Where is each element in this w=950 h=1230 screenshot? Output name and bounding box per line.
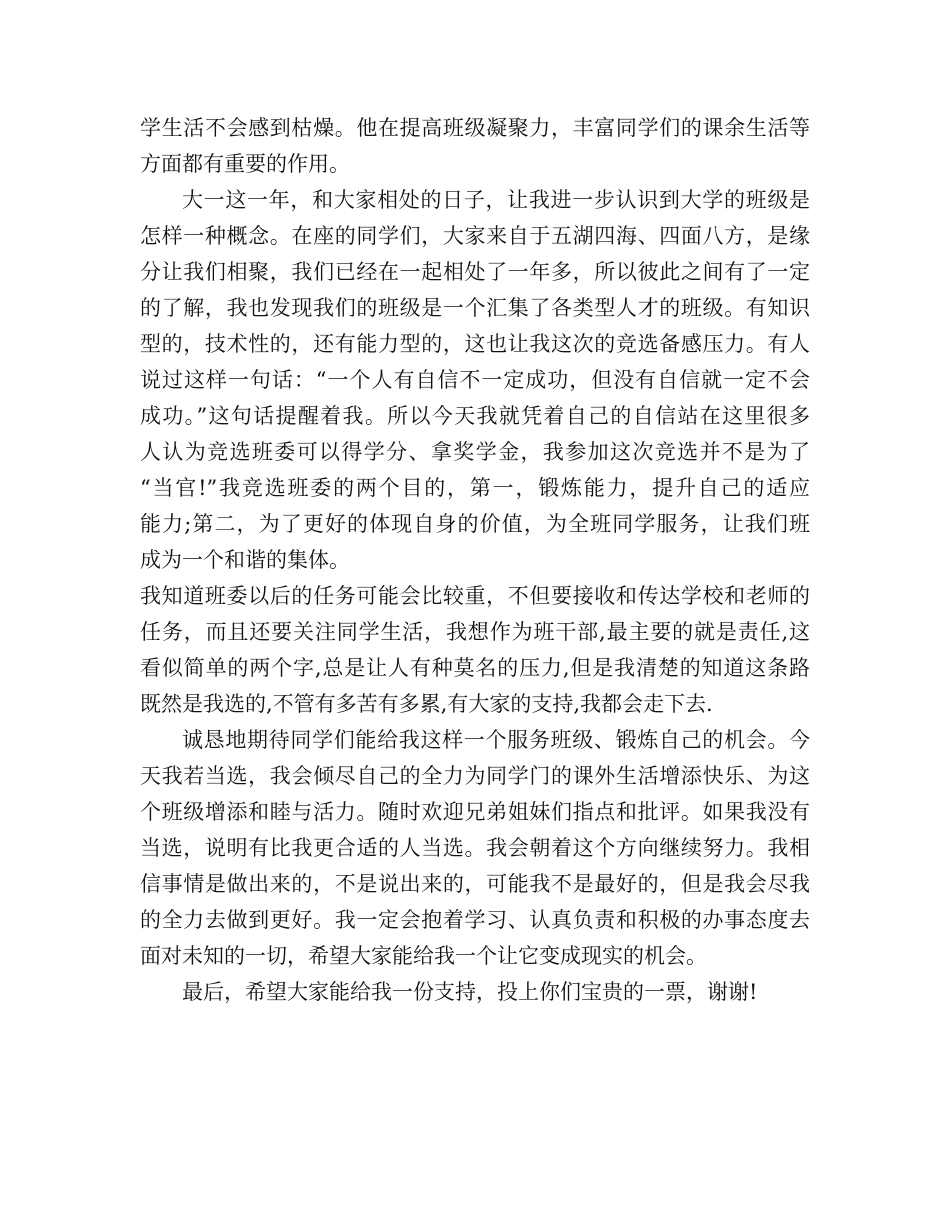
text-line: 的了解，我也发现我们的班级是一个汇集了各类型人才的班级。有知识 bbox=[140, 296, 810, 320]
text-line: 能力;第二，为了更好的体现自身的价值，为全班同学服务，让我们班 bbox=[140, 512, 810, 536]
text-line: 成功。”这句话提醒着我。所以今天我就凭着自己的自信站在这里很多 bbox=[140, 404, 810, 428]
text-line: 的全力去做到更好。我一定会抱着学习、认真负责和积极的办事态度去 bbox=[140, 908, 810, 932]
paragraph-start-line: 大一这一年，和大家相处的日子，让我进一步认识到大学的班级是 bbox=[182, 188, 810, 212]
paragraph-start-line: 最后，希望大家能给我一份支持，投上你们宝贵的一票，谢谢! bbox=[182, 980, 758, 1004]
text-line: 当选，说明有比我更合适的人当选。我会朝着这个方向继续努力。我相 bbox=[140, 836, 810, 860]
paragraph-start-line: 诚恳地期待同学们能给我这样一个服务班级、锻炼自己的机会。今 bbox=[182, 728, 810, 752]
text-line: 任务，而且还要关注同学生活，我想作为班干部,最主要的就是责任,这 bbox=[140, 620, 810, 644]
text-line: 既然是我选的,不管有多苦有多累,有大家的支持,我都会走下去. bbox=[140, 692, 713, 716]
text-line: 学生活不会感到枯燥。他在提高班级凝聚力，丰富同学们的课余生活等 bbox=[140, 116, 810, 140]
text-line: 信事情是做出来的，不是说出来的，可能我不是最好的，但是我会尽我 bbox=[140, 872, 810, 896]
text-line: 面对未知的一切，希望大家能给我一个让它变成现实的机会。 bbox=[140, 944, 707, 968]
text-line: 天我若当选，我会倾尽自己的全力为同学门的课外生活增添快乐、为这 bbox=[140, 764, 810, 788]
text-line: 方面都有重要的作用。 bbox=[140, 152, 350, 176]
text-line: 看似简单的两个字,总是让人有种莫名的压力,但是我清楚的知道这条路 bbox=[140, 656, 810, 680]
text-line: 个班级增添和睦与活力。随时欢迎兄弟姐妹们指点和批评。如果我没有 bbox=[140, 800, 810, 824]
text-line: 成为一个和谐的集体。 bbox=[140, 548, 350, 572]
text-line: 型的，技术性的，还有能力型的，这也让我这次的竞选备感压力。有人 bbox=[140, 332, 810, 356]
text-line: 怎样一种概念。在座的同学们，大家来自于五湖四海、四面八方，是缘 bbox=[140, 224, 810, 248]
text-line: 人认为竞选班委可以得学分、拿奖学金，我参加这次竞选并不是为了 bbox=[140, 440, 810, 464]
paragraph-start-line: 我知道班委以后的任务可能会比较重，不但要接收和传达学校和老师的 bbox=[140, 584, 810, 608]
text-line: 分让我们相聚，我们已经在一起相处了一年多，所以彼此之间有了一定 bbox=[140, 260, 810, 284]
text-line: “当官!”我竞选班委的两个目的，第一，锻炼能力，提升自己的适应 bbox=[140, 476, 810, 500]
text-line: 说过这样一句话：“一个人有自信不一定成功，但没有自信就一定不会 bbox=[140, 368, 810, 392]
